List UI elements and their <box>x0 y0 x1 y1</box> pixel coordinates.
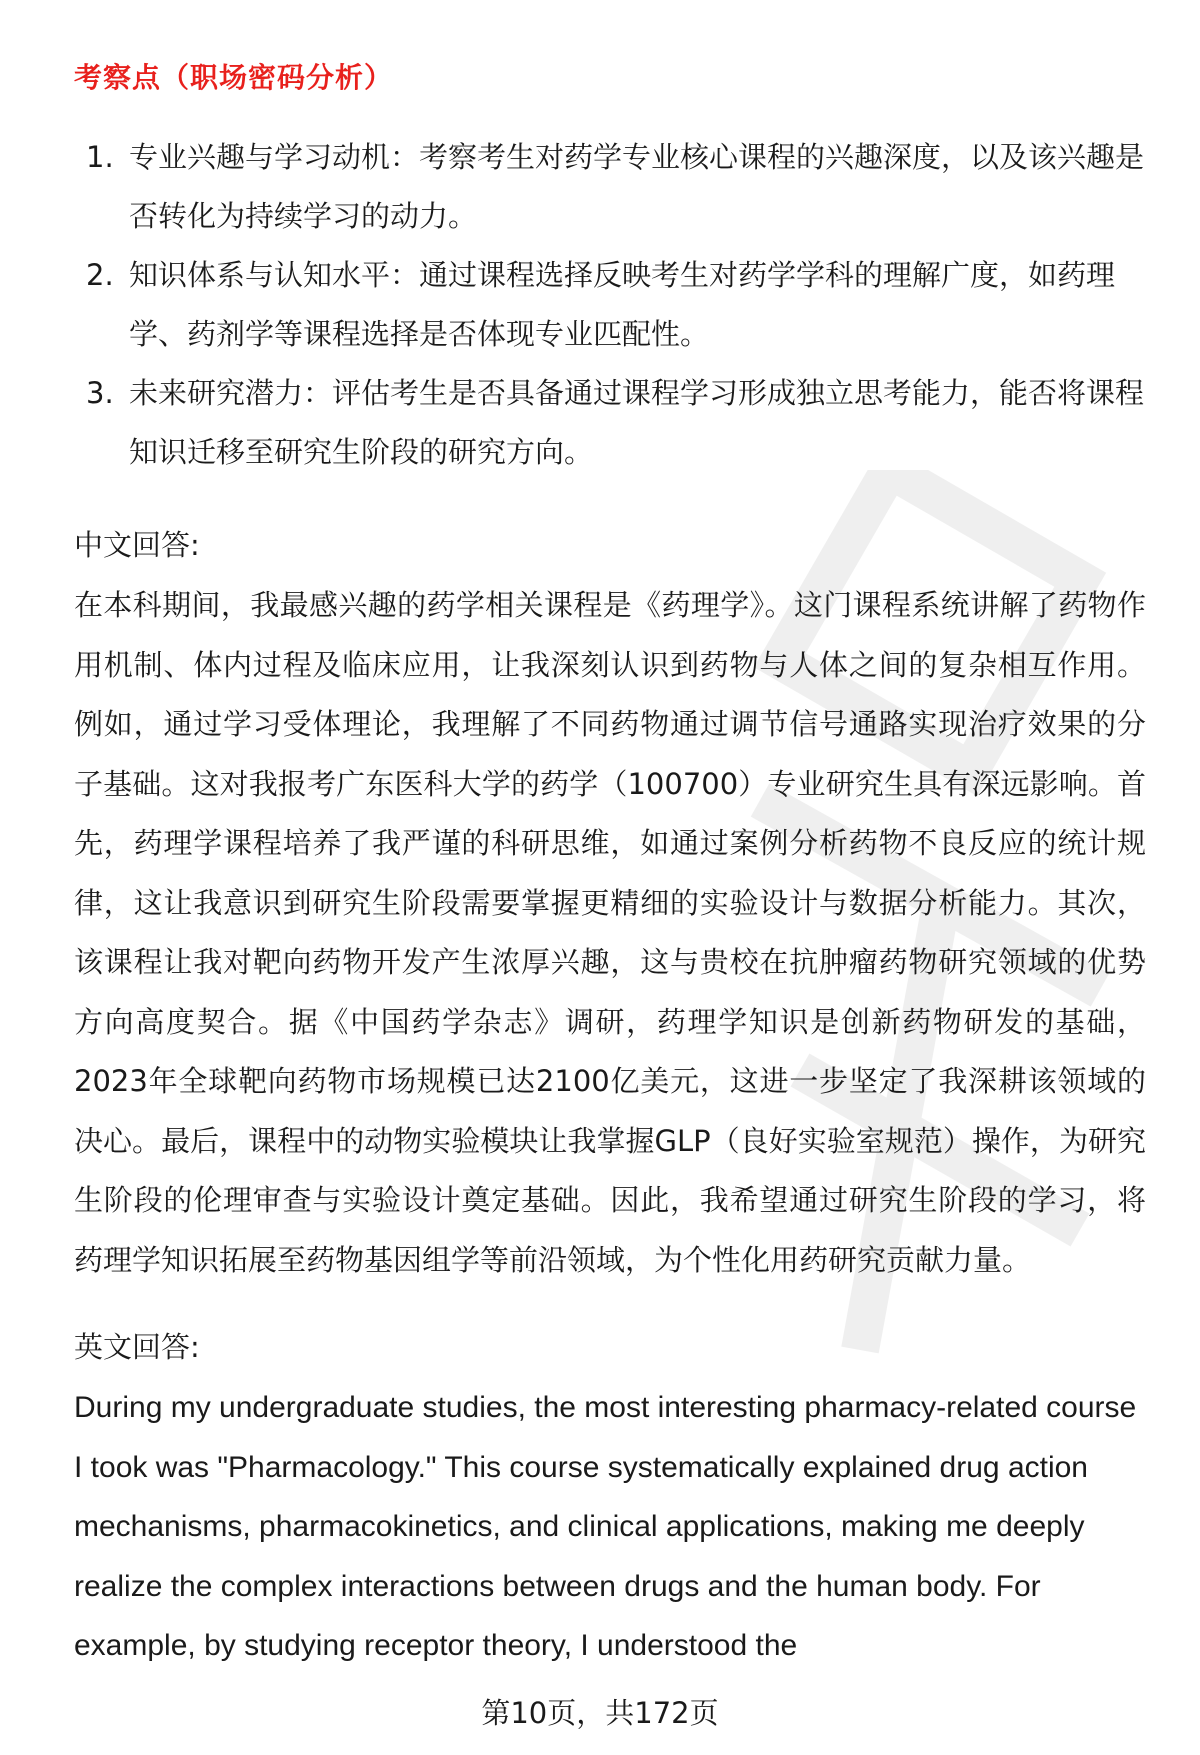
chinese-answer-label: 中文回答: <box>74 528 200 562</box>
point-number: 2. <box>86 258 114 292</box>
point-number: 1. <box>86 140 114 174</box>
english-answer-text: During my undergraduate studies, the most interesting pharmacy-related course I took was "Pharmacology." This course systematically explained drug action mechanisms, pharmacokinetics, and clinical applications, making me deeply realize the complex interactions between drugs and the human body. For example, by studying receptor theory, I understood the <box>74 1391 1137 1662</box>
analysis-point <box>74 246 1144 364</box>
analysis-point <box>74 364 1144 482</box>
point-text: 专业兴趣与学习动机：考察考生对药学专业核心课程的兴趣深度，以及该兴趣是否转化为持续学习的动力。 <box>129 140 1145 233</box>
point-text: 未来研究潜力：评估考生是否具备通过课程学习形成独立思考能力，能否将课程知识迁移至研究生阶段的研究方向。 <box>129 376 1145 469</box>
point-number: 3. <box>86 376 114 410</box>
page-indicator: 第10页，共172页 <box>481 1696 719 1730</box>
point-text: 知识体系与认知水平：通过课程选择反映考生对药学学科的理解广度，如药理学、药剂学等课程选择是否体现专业匹配性。 <box>129 258 1116 351</box>
analysis-point <box>74 128 1144 246</box>
analysis-points-list <box>74 128 1144 482</box>
chinese-answer-text: 在本科期间，我最感兴趣的药学相关课程是《药理学》。这门课程系统讲解了药物作用机制、体内过程及临床应用，让我深刻认识到药物与人体之间的复杂相互作用。例如，通过学习受体理论，我理解了不同药物通过调节信号通路实现治疗效果的分子基础。这对我报考广东医科大学的药学（100700）专业研究生具有深远影响。首先，药理学课程培养了我严谨的科研思维，如通过案例分析药物不良反应的统计规律，这让我意识到研究生阶段需要掌握更精细的实验设计与数据分析能力。其次，该课程让我对靶向药物开发产生浓厚兴趣，这与贵校在抗肿瘤药物研究领域的优势方向高度契合。据《中国药学杂志》调研，药理学知识是创新药物研发的基础，2023年全球靶向药物市场规模已达2100亿美元，这进一步坚定了我深耕该领域的决心。最后，课程中的动物实验模块让我掌握GLP（良好实验室规范）操作，为研究生阶段的伦理审查与实验设计奠定基础。因此，我希望通过研究生阶段的学习，将药理学知识拓展至药物基因组学等前沿领域，为个性化用药研究贡献力量。 <box>74 588 1146 1277</box>
english-answer-label: 英文回答: <box>74 1330 200 1364</box>
section-title: 考察点（职场密码分析） <box>74 61 394 94</box>
